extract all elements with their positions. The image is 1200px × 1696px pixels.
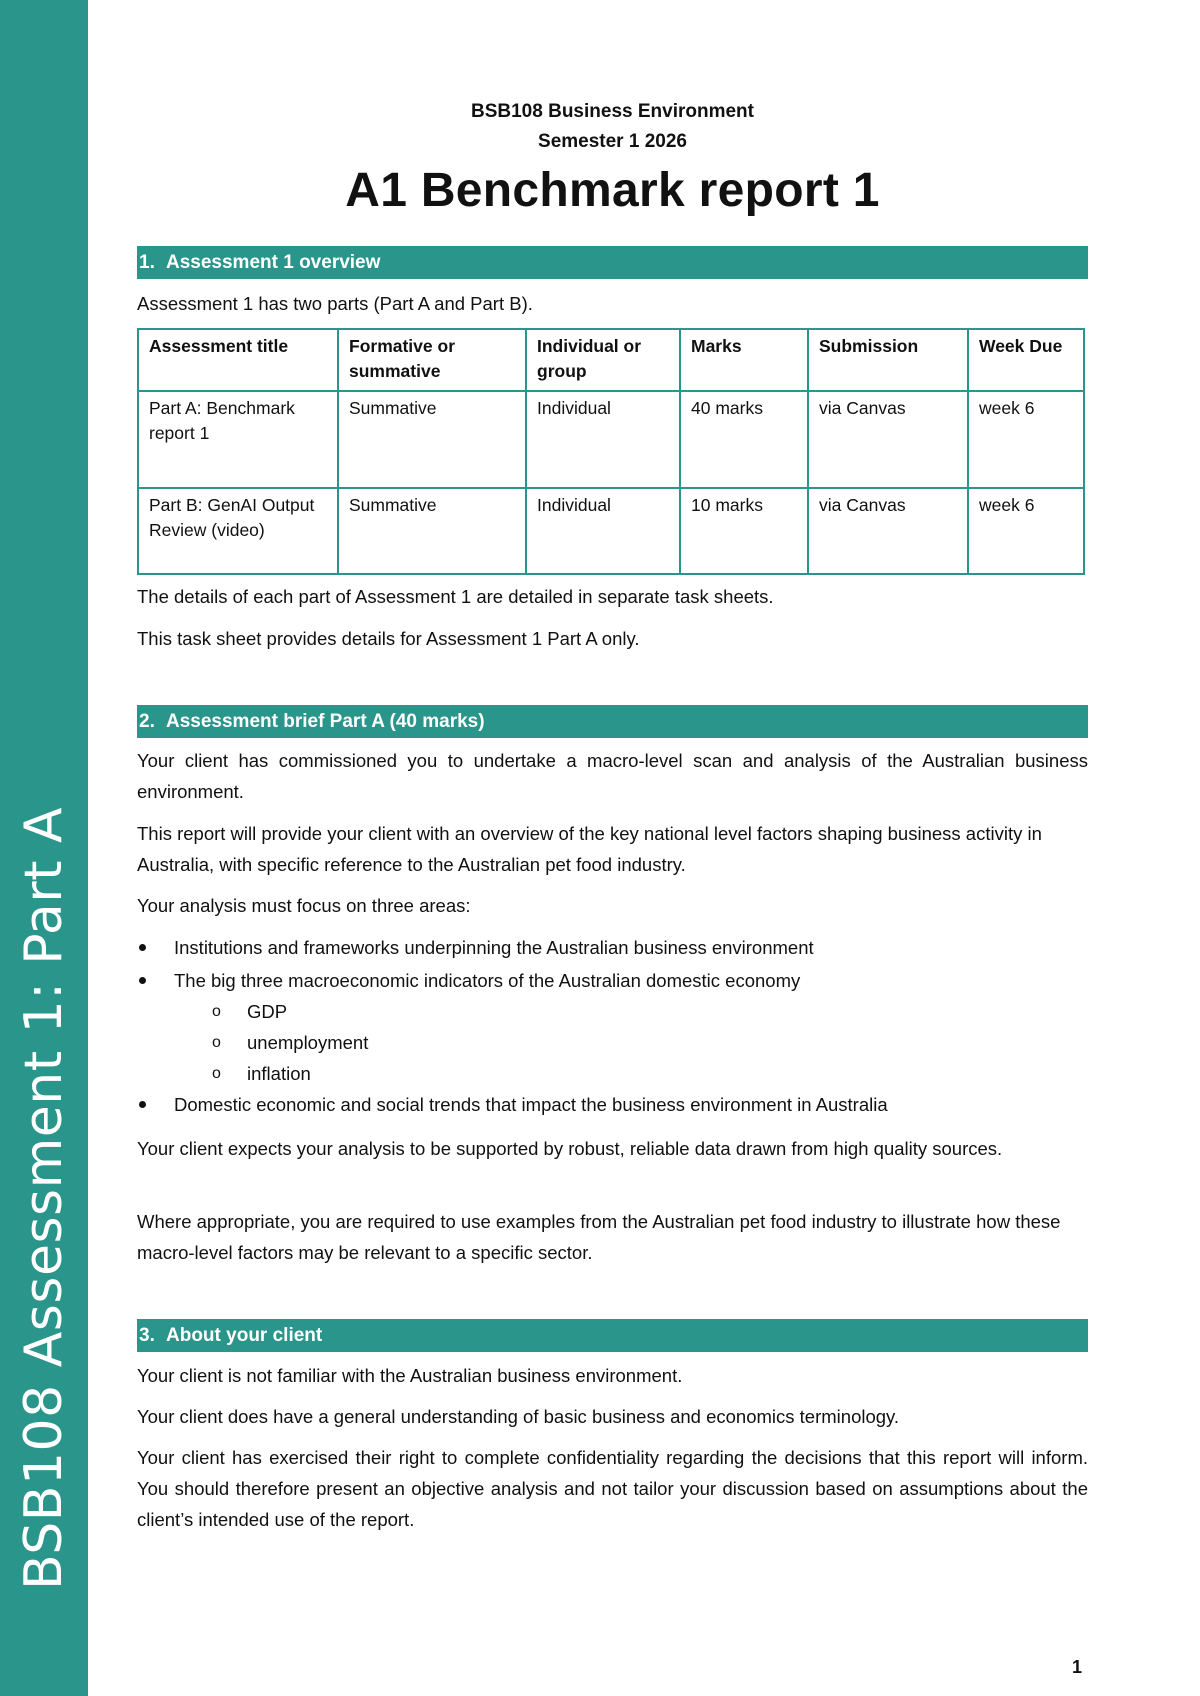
table-cell: via Canvas	[808, 488, 968, 574]
section-1-para-1: The details of each part of Assessment 1 are detailed in separate task sheets.	[137, 586, 774, 607]
section-3-header	[137, 1319, 1088, 1352]
list-item: Institutions and frameworks underpinning the Australian business environment	[137, 932, 1088, 965]
table-cell: Summative	[338, 391, 526, 488]
table-cell: 10 marks	[680, 488, 808, 574]
page-title: A1 Benchmark report 1	[345, 164, 880, 217]
table-header-cell: Marks	[680, 329, 808, 391]
semester-label: Semester 1 2026	[538, 131, 687, 152]
table-cell: via Canvas	[808, 391, 968, 488]
table-header-cell: Individual or group	[526, 329, 680, 391]
list-item: The big three macroeconomic indicators of the Australian domestic economy	[137, 965, 1088, 996]
section-2-para-1: Your client has commissioned you to undertake a macro-level scan and analysis of the Australian business environment.	[137, 750, 1088, 802]
table-cell: week 6	[968, 391, 1084, 488]
section-2-para-4: Your client expects your analysis to be supported by robust, reliable data drawn from high quality sources.	[137, 1138, 1003, 1159]
section-1-title: Assessment 1 overview	[166, 252, 381, 273]
list-item: Domestic economic and social trends that impact the business environment in Australia	[137, 1089, 1088, 1120]
section-1-number: 1.	[139, 252, 155, 273]
assessment-table	[137, 328, 1085, 575]
sub-list-item: o inflation	[137, 1058, 1088, 1089]
section-3-title: About your client	[166, 1325, 323, 1346]
section-1-header	[137, 246, 1088, 279]
section-2-para-3: Your analysis must focus on three areas:	[137, 895, 471, 916]
section-3-number: 3.	[139, 1325, 155, 1346]
section-2-para-2: This report will provide your client with an overview of the key national level factors shaping business activity in Australia, with specific reference to the Australian pet food industry.	[137, 823, 1042, 875]
table-cell: Part A: Benchmark report 1	[138, 391, 338, 488]
table-header-row	[138, 329, 1084, 391]
course-title: BSB108 Business Environment	[471, 101, 754, 122]
table-row	[138, 391, 1084, 488]
section-2-number: 2.	[139, 711, 155, 732]
page-number: 1	[1072, 1657, 1083, 1677]
section-1-intro: Assessment 1 has two parts (Part A and Part B).	[137, 293, 533, 314]
table-header-cell: Assessment title	[138, 329, 338, 391]
section-2-para-5: Where appropriate, you are required to use examples from the Australian pet food industry to illustrate how these macro-level factors may be relevant to a specific sector.	[137, 1211, 1061, 1263]
table-cell: Individual	[526, 488, 680, 574]
section-3-para-3: Your client has exercised their right to complete confidentiality regarding the decisions that this report will inform. You should therefore present an objective analysis and not tailor your discussion based on assumptions about the client’s intended use of the report.	[137, 1447, 1088, 1530]
table-header-cell: Week Due	[968, 329, 1084, 391]
table-cell: Summative	[338, 488, 526, 574]
sub-list-item: o GDP	[137, 996, 1088, 1027]
sidebar-title: BSB108 Assessment 1: Part A	[14, 806, 74, 1590]
sidebar-banner	[0, 0, 88, 1696]
table-cell: 40 marks	[680, 391, 808, 488]
section-2-title: Assessment brief Part A (40 marks)	[166, 711, 485, 732]
table-cell: Part B: GenAI Output Review (video)	[138, 488, 338, 574]
table-cell: week 6	[968, 488, 1084, 574]
table-header-cell: Submission	[808, 329, 968, 391]
section-1-para-2: This task sheet provides details for Assessment 1 Part A only.	[137, 628, 640, 649]
section-3-para-1: Your client is not familiar with the Australian business environment.	[137, 1365, 683, 1386]
table-header-cell: Formative or summative	[338, 329, 526, 391]
table-row	[138, 488, 1084, 574]
section-2-header	[137, 705, 1088, 738]
table-cell: Individual	[526, 391, 680, 488]
section-3-para-2: Your client does have a general understanding of basic business and economics terminology.	[137, 1406, 900, 1427]
focus-areas-list	[137, 932, 1088, 1120]
sub-list-item: o unemployment	[137, 1027, 1088, 1058]
